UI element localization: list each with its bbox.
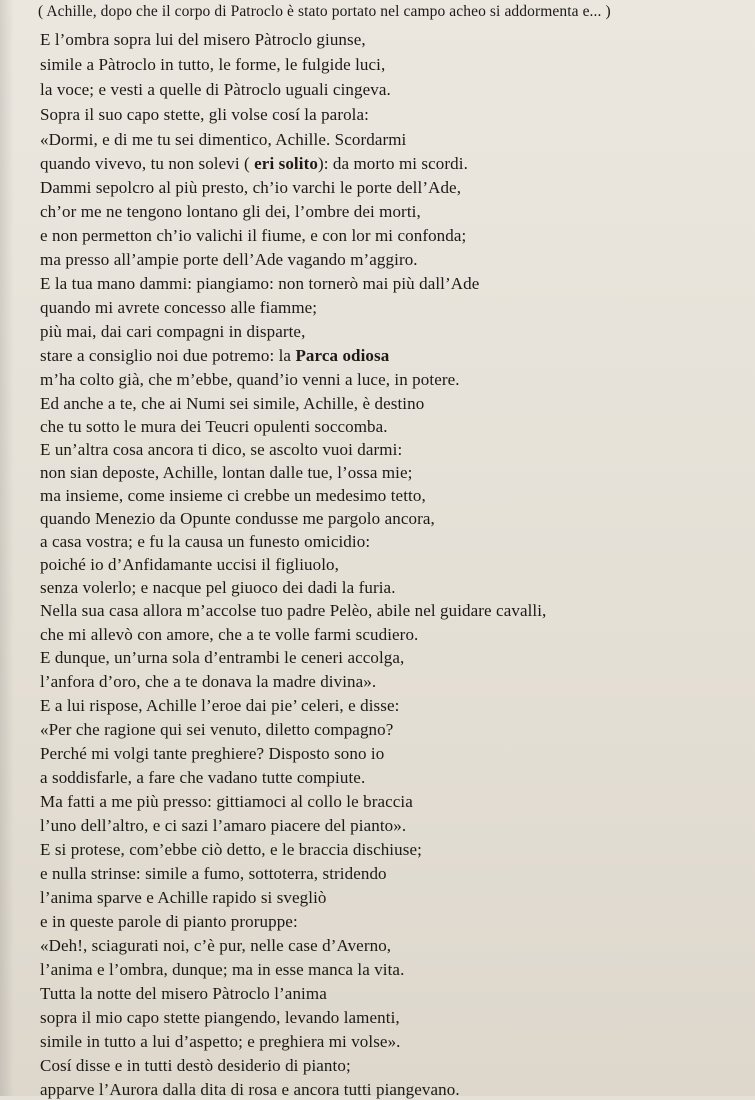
verse-line: sopra il mio capo stette piangendo, levando lamenti, (40, 1008, 400, 1027)
verse-line: più mai, dai cari compagni in disparte, (40, 322, 306, 341)
verse-line: «Deh!, sciagurati noi, c’è pur, nelle case d’Averno, (40, 936, 392, 955)
verse-line: ma presso all’ampie porte dell’Ade vagando m’aggiro. (40, 250, 418, 269)
intro-note: ( Achille, dopo che il corpo di Patroclo è stato portato nel campo acheo si addormenta e... ) (38, 3, 611, 20)
verse-line: che mi allevò con amore, che a te volle farmi scudiero. (40, 625, 419, 644)
verse-line: quando vivevo, tu non solevi ( eri solito): da morto mi scordi. (40, 154, 468, 173)
verse-line: non sian deposte, Achille, lontan dalle tue, l’ossa mie; (40, 463, 413, 482)
verse-line: E si protese, com’ebbe ciò detto, e le braccia dischiuse; (40, 840, 422, 859)
verse-line: E l’ombra sopra lui del misero Pàtroclo giunse, (40, 30, 366, 49)
verse-line: E a lui rispose, Achille l’eroe dai pie’ celeri, e disse: (40, 696, 400, 715)
verse-line: «Per che ragione qui sei venuto, diletto compagno? (40, 720, 394, 739)
verse-line: simile in tutto a lui d’aspetto; e preghiera mi volse». (40, 1032, 401, 1051)
verse-line: a casa vostra; e fu la causa un funesto omicidio: (40, 532, 371, 551)
verse-line: Cosí disse e in tutti destò desiderio di pianto; (40, 1056, 351, 1075)
page-shadow (0, 0, 14, 1096)
verse-line: Ed anche a te, che ai Numi sei simile, Achille, è destino (40, 394, 425, 413)
verse-line: m’ha colto già, che m’ebbe, quand’io venni a luce, in potere. (40, 370, 460, 389)
verse-line: ma insieme, come insieme ci crebbe un medesimo tetto, (40, 486, 426, 505)
verse-line: E la tua mano dammi: piangiamo: non tornerò mai più dall’Ade (40, 274, 480, 293)
verse-line: l’uno dell’altro, e ci sazi l’amaro piacere del pianto». (40, 816, 407, 835)
verse-line: simile a Pàtroclo in tutto, le forme, le fulgide luci, (40, 55, 386, 74)
verse-line: E dunque, un’urna sola d’entrambi le ceneri accolga, (40, 648, 405, 667)
verse-line: Nella sua casa allora m’accolse tuo padre Pelèo, abile nel guidare cavalli, (40, 601, 547, 620)
bold-phrase: eri solito (254, 154, 318, 173)
verse-line: Dammi sepolcro al più presto, ch’io varchi le porte dell’Ade, (40, 178, 462, 197)
verse-line: E un’altra cosa ancora ti dico, se ascolto vuoi darmi: (40, 440, 403, 459)
verse-line: e in queste parole di pianto proruppe: (40, 912, 298, 931)
verse-line: e nulla strinse: simile a fumo, sottoterra, stridendo (40, 864, 387, 883)
verse-line: a soddisfarle, a fare che vadano tutte compiute. (40, 768, 366, 787)
verse-line: quando mi avrete concesso alle fiamme; (40, 298, 318, 317)
verse-line: l’anima e l’ombra, dunque; ma in esse manca la vita. (40, 960, 405, 979)
verse-line: Sopra il suo capo stette, gli volse cosí la parola: (40, 105, 369, 124)
verse-line: quando Menezio da Opunte condusse me pargolo ancora, (40, 509, 435, 528)
verse-line: apparve l’Aurora dalla dita di rosa e ancora tutti piangevano. (40, 1080, 460, 1099)
verse-line: che tu sotto le mura dei Teucri opulenti soccomba. (40, 417, 388, 436)
verse-line: Perché mi volgi tante preghiere? Disposto sono io (40, 744, 385, 763)
verse-line: Ma fatti a me più presso: gittiamoci al collo le braccia (40, 792, 413, 811)
verse-line: poiché io d’Anfidamante uccisi il figliuolo, (40, 555, 339, 574)
verse-line: «Dormi, e di me tu sei dimentico, Achille. Scordarmi (40, 130, 407, 149)
bold-phrase: Parca odiosa (295, 346, 390, 365)
verse-line: senza volerlo; e nacque pel giuoco dei dadi la furia. (40, 578, 396, 597)
verse-line: stare a consiglio noi due potremo: la Parca odiosa (40, 346, 390, 365)
verse-line: e non permetton ch’io valichi il fiume, e con lor mi confonda; (40, 226, 467, 245)
verse-line: l’anfora d’oro, che a te donava la madre divina». (40, 672, 377, 691)
verse-line: ch’or me ne tengono lontano gli dei, l’ombre dei morti, (40, 202, 421, 221)
verse-line: la voce; e vesti a quelle di Pàtroclo uguali cingeva. (40, 80, 391, 99)
verse-line: l’anima sparve e Achille rapido si svegliò (40, 888, 327, 907)
verse-line: Tutta la notte del misero Pàtroclo l’anima (40, 984, 327, 1003)
